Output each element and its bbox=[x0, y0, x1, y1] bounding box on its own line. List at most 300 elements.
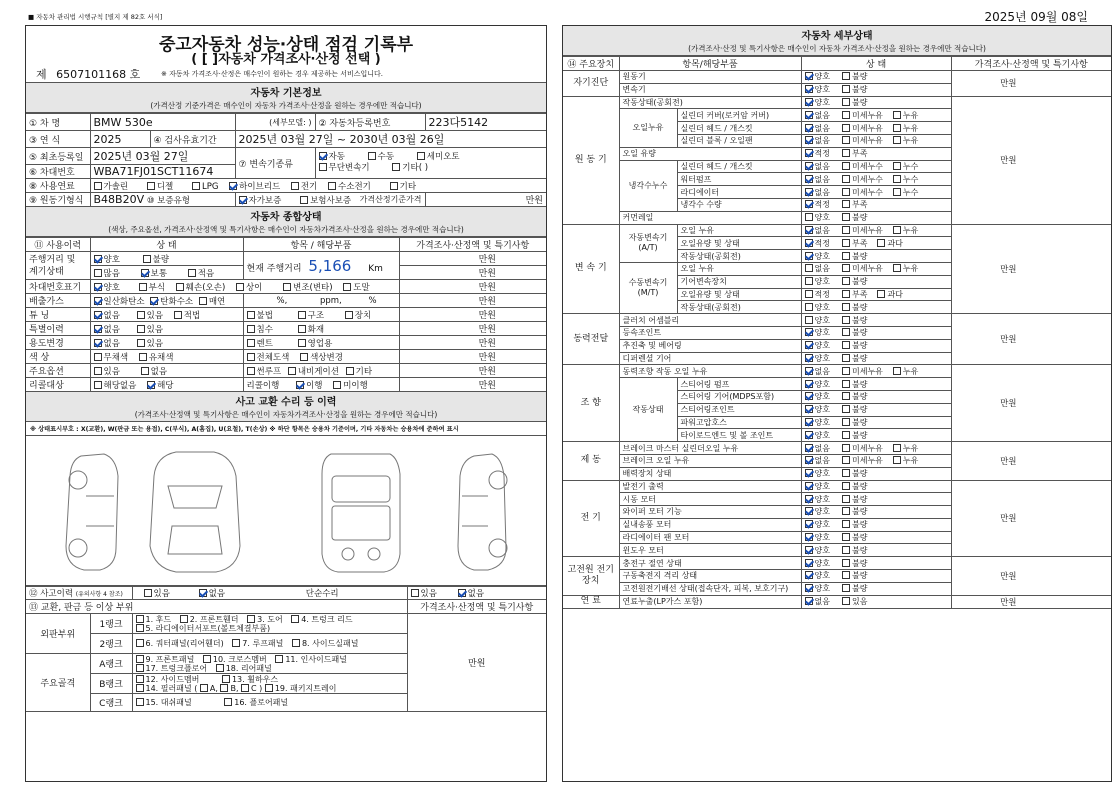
recall-applicable-label: 해당 bbox=[157, 380, 174, 391]
detail-state-checkbox[interactable] bbox=[842, 85, 850, 93]
detail-state-options bbox=[801, 122, 951, 135]
detail-state-checkbox[interactable] bbox=[842, 316, 850, 324]
rankA-trunk-floor-checkbox[interactable] bbox=[136, 664, 144, 672]
rankB-pillar-a-checkbox[interactable] bbox=[200, 684, 208, 692]
detail-state-checkbox[interactable] bbox=[842, 111, 850, 119]
simple-no-checkbox[interactable] bbox=[458, 589, 466, 597]
tuning-device-label: 장치 bbox=[354, 310, 372, 321]
usage-none-checkbox[interactable] bbox=[94, 339, 102, 347]
detail-state-option bbox=[805, 276, 830, 287]
detail-state-checkbox[interactable] bbox=[805, 482, 813, 490]
detail-state-option bbox=[842, 468, 867, 479]
detail-state-checkbox[interactable] bbox=[805, 597, 813, 605]
recall-price: 만원 bbox=[399, 378, 546, 392]
detail-state-options bbox=[801, 454, 951, 467]
trans-semi-checkbox[interactable] bbox=[417, 152, 425, 160]
warranty-options bbox=[235, 193, 425, 207]
detail-state-checkbox[interactable] bbox=[842, 277, 850, 285]
detail-state-checkbox[interactable] bbox=[805, 290, 813, 298]
detail-state-checkbox[interactable] bbox=[842, 533, 850, 541]
year-label: ③ 연 식 bbox=[26, 131, 90, 148]
plate-good-label: 양호 bbox=[103, 282, 120, 293]
detail-state-options bbox=[801, 109, 951, 122]
detail-state-option bbox=[805, 302, 830, 313]
detail-state-checkbox[interactable] bbox=[893, 175, 901, 183]
detail-item-label: 와이퍼 모터 기능 bbox=[619, 506, 801, 519]
detail-state-checkbox[interactable] bbox=[805, 200, 813, 208]
detail-state-label: 불량 bbox=[851, 469, 868, 479]
detail-item-label: 오일유량 및 상태 bbox=[677, 288, 801, 301]
detail-state-option bbox=[842, 110, 883, 121]
detail-state-label: 과다 bbox=[887, 238, 903, 248]
fuel-lpg-label: LPG bbox=[201, 181, 219, 192]
detail-state-checkbox[interactable] bbox=[842, 264, 850, 272]
simple-yes-label: 있음 bbox=[420, 589, 437, 599]
overall-title: 자동차 종합상태 bbox=[26, 207, 546, 224]
detail-state-checkbox[interactable] bbox=[805, 226, 813, 234]
detail-state-label: 불량 bbox=[851, 379, 868, 389]
special-price: 만원 bbox=[399, 322, 546, 336]
options-yes-label: 있음 bbox=[103, 366, 120, 377]
detail-state-options bbox=[801, 237, 951, 250]
detail-state-checkbox[interactable] bbox=[893, 162, 901, 170]
detail-state-checkbox[interactable] bbox=[842, 354, 850, 362]
warranty-insurance-label: 보험사보증 bbox=[310, 195, 352, 206]
detail-state-checkbox[interactable] bbox=[805, 520, 813, 528]
detail-state-checkbox[interactable] bbox=[877, 290, 885, 298]
tuning-none-checkbox[interactable] bbox=[94, 311, 102, 319]
rank2-quarter-checkbox[interactable] bbox=[136, 639, 144, 647]
detail-state-checkbox[interactable] bbox=[805, 239, 813, 247]
accident-title: 사고 교환 수리 등 이력 bbox=[26, 392, 546, 409]
detail-state-label: 미세누수 bbox=[851, 161, 883, 171]
detail-state-checkbox[interactable] bbox=[893, 226, 901, 234]
detail-price-unit: 만원 bbox=[1000, 156, 1017, 167]
detail-state-checkbox[interactable] bbox=[842, 328, 850, 336]
detail-state-options bbox=[801, 326, 951, 339]
detail-header bbox=[563, 26, 1111, 56]
plate-good-checkbox[interactable] bbox=[94, 283, 102, 291]
options-yes-checkbox[interactable] bbox=[94, 367, 102, 375]
rankB-wheel-house-checkbox[interactable] bbox=[222, 675, 230, 683]
detail-state-option bbox=[893, 225, 918, 236]
detail-state-checkbox[interactable] bbox=[805, 431, 813, 439]
plate-corrosion-checkbox[interactable] bbox=[139, 283, 147, 291]
tuning-legal-checkbox[interactable] bbox=[174, 311, 182, 319]
rank1-trunk-checkbox[interactable] bbox=[291, 615, 299, 623]
detail-state-label: 불량 bbox=[851, 213, 868, 223]
special-none-checkbox[interactable] bbox=[94, 325, 102, 333]
rank1-door-checkbox[interactable] bbox=[247, 615, 255, 623]
detail-state-checkbox[interactable] bbox=[842, 200, 850, 208]
detail-state-checkbox[interactable] bbox=[805, 98, 813, 106]
detail-state-options bbox=[801, 262, 951, 275]
detail-state-checkbox[interactable] bbox=[805, 85, 813, 93]
plate-smear-checkbox[interactable] bbox=[343, 283, 351, 291]
gas-smoke-checkbox[interactable] bbox=[199, 297, 207, 305]
detail-col-main: ⑭ 주요장치 bbox=[563, 57, 619, 71]
fuel-electric-checkbox[interactable] bbox=[291, 182, 299, 190]
detail-state-checkbox[interactable] bbox=[842, 341, 850, 349]
rankA-cross-member-checkbox[interactable] bbox=[203, 655, 211, 663]
detail-state-checkbox[interactable] bbox=[842, 367, 850, 375]
mileage-current-label: 현재 주행거리 bbox=[246, 263, 302, 274]
detail-state-checkbox[interactable] bbox=[805, 571, 813, 579]
trans-manual-label: 수동 bbox=[377, 152, 395, 162]
mileage-bad-checkbox[interactable] bbox=[143, 255, 151, 263]
recall-notdone-checkbox[interactable] bbox=[333, 381, 341, 389]
options-no-checkbox[interactable] bbox=[141, 367, 149, 375]
detail-state-checkbox[interactable] bbox=[842, 124, 850, 132]
detail-item-label: 작동상태(공회전) bbox=[619, 96, 801, 109]
detail-state-checkbox[interactable] bbox=[842, 495, 850, 503]
detail-state-checkbox[interactable] bbox=[842, 546, 850, 554]
rankA-inside-panel-checkbox[interactable] bbox=[275, 655, 283, 663]
detail-state-label: 불량 bbox=[851, 315, 868, 325]
gas-co-checkbox[interactable] bbox=[94, 297, 102, 305]
warranty-self-checkbox[interactable] bbox=[239, 196, 247, 204]
detail-item-label: 동력조향 작동 오일 누유 bbox=[619, 365, 801, 378]
detail-state-label: 불량 bbox=[851, 417, 868, 427]
detail-state-checkbox[interactable] bbox=[842, 303, 850, 311]
outer-panel-label: 외판부위 bbox=[26, 614, 90, 654]
detail-state-checkbox[interactable] bbox=[842, 72, 850, 80]
warranty-insurance-checkbox[interactable] bbox=[300, 196, 308, 204]
detail-state-label: 불량 bbox=[851, 341, 868, 351]
detail-state-option bbox=[842, 340, 867, 351]
detail-state-checkbox[interactable] bbox=[805, 213, 813, 221]
detail-state-option bbox=[842, 443, 883, 454]
fuel-lpg-checkbox[interactable] bbox=[192, 182, 200, 190]
detail-state-checkbox[interactable] bbox=[842, 98, 850, 106]
detail-state-option bbox=[842, 596, 867, 607]
detail-state-checkbox[interactable] bbox=[805, 111, 813, 119]
detail-state-checkbox[interactable] bbox=[805, 380, 813, 388]
accident-no-checkbox[interactable] bbox=[199, 589, 207, 597]
detail-state-option bbox=[842, 570, 867, 581]
detail-state-options bbox=[801, 288, 951, 301]
usage-business-label: 영업용 bbox=[307, 338, 333, 349]
detail-state-checkbox[interactable] bbox=[805, 354, 813, 362]
detail-state-checkbox[interactable] bbox=[805, 124, 813, 132]
detail-state-options bbox=[801, 301, 951, 314]
tuning-device-checkbox[interactable] bbox=[345, 311, 353, 319]
detail-state-checkbox[interactable] bbox=[842, 175, 850, 183]
detail-state-label: 불량 bbox=[851, 584, 868, 594]
detail-state-label: 없음 bbox=[814, 187, 830, 197]
rankA-rear-panel-checkbox[interactable] bbox=[216, 664, 224, 672]
detail-state-checkbox[interactable] bbox=[893, 264, 901, 272]
recall-applicable-checkbox[interactable] bbox=[147, 381, 155, 389]
plate-damage-checkbox[interactable] bbox=[176, 283, 184, 291]
detail-state-checkbox[interactable] bbox=[842, 405, 850, 413]
detail-state-label: 없음 bbox=[814, 123, 830, 133]
rankB-side-member-checkbox[interactable] bbox=[136, 675, 144, 683]
detail-state-checkbox[interactable] bbox=[805, 328, 813, 336]
exchange-price: 만원 bbox=[407, 614, 546, 712]
recall-na-checkbox[interactable] bbox=[94, 381, 102, 389]
car-outline-illustration bbox=[26, 436, 546, 586]
detail-state-checkbox[interactable] bbox=[842, 444, 850, 452]
mileage-good-checkbox[interactable] bbox=[94, 255, 102, 263]
detail-state-checkbox[interactable] bbox=[805, 136, 813, 144]
detail-state-checkbox[interactable] bbox=[805, 162, 813, 170]
plate-differ-label: 상이 bbox=[245, 282, 263, 293]
special-fire-checkbox[interactable] bbox=[298, 325, 306, 333]
detail-state-checkbox[interactable] bbox=[842, 290, 850, 298]
detail-state-option bbox=[842, 225, 883, 236]
form-subtitle: ( [ ]자동차 가격조사·산정 선택 ) bbox=[191, 52, 381, 67]
detail-state-checkbox[interactable] bbox=[842, 507, 850, 515]
usage-rent-checkbox[interactable] bbox=[247, 339, 255, 347]
options-other-checkbox[interactable] bbox=[346, 367, 354, 375]
detail-state-checkbox[interactable] bbox=[805, 72, 813, 80]
detail-state-label: 없음 bbox=[814, 456, 830, 466]
rankC-label: C랭크 bbox=[90, 694, 132, 712]
detail-state-options bbox=[801, 365, 951, 378]
detail-state-options bbox=[801, 403, 951, 416]
detail-state-checkbox[interactable] bbox=[842, 456, 850, 464]
detail-state-label: 불량 bbox=[851, 520, 868, 530]
rankC-floor-panel-checkbox[interactable] bbox=[224, 698, 232, 706]
detail-state-checkbox[interactable] bbox=[805, 367, 813, 375]
usage-business-checkbox[interactable] bbox=[298, 339, 306, 347]
detail-state-checkbox[interactable] bbox=[842, 213, 850, 221]
options-price: 만원 bbox=[399, 364, 546, 378]
detail-state-label: 양호 bbox=[814, 558, 830, 568]
detail-state-checkbox[interactable] bbox=[805, 149, 813, 157]
rankB-pillar-c-checkbox[interactable] bbox=[241, 684, 249, 692]
detail-item-label: 연료누출(LP가스 포함) bbox=[619, 595, 801, 608]
mileage-normal-checkbox[interactable] bbox=[141, 269, 149, 277]
fuel-other-checkbox[interactable] bbox=[390, 182, 398, 190]
fuel-diesel-checkbox[interactable] bbox=[147, 182, 155, 190]
detail-state-label: 불량 bbox=[851, 481, 868, 491]
detail-state-checkbox[interactable] bbox=[805, 559, 813, 567]
detail-state-checkbox[interactable] bbox=[842, 380, 850, 388]
detail-state-checkbox[interactable] bbox=[805, 456, 813, 464]
detail-state-checkbox[interactable] bbox=[805, 188, 813, 196]
mileage-high-checkbox[interactable] bbox=[94, 269, 102, 277]
rank1-radiator-checkbox[interactable] bbox=[136, 624, 144, 632]
detail-state-checkbox[interactable] bbox=[842, 162, 850, 170]
overall-col-parts: 항목 / 해당부품 bbox=[243, 238, 399, 252]
detail-state-option bbox=[805, 481, 830, 492]
detail-state-checkbox[interactable] bbox=[842, 584, 850, 592]
detail-state-checkbox[interactable] bbox=[805, 584, 813, 592]
rankA-front-panel-checkbox[interactable] bbox=[136, 655, 144, 663]
trans-manual-checkbox[interactable] bbox=[368, 152, 376, 160]
detail-state-checkbox[interactable] bbox=[842, 418, 850, 426]
detail-state-options bbox=[801, 173, 951, 186]
rankB-pillar-checkbox[interactable] bbox=[136, 684, 144, 692]
detail-state-option bbox=[842, 199, 867, 210]
detail-state-checkbox[interactable] bbox=[842, 392, 850, 400]
tuning-structure-label: 구조 bbox=[307, 310, 325, 321]
color-full-paint-checkbox[interactable] bbox=[247, 353, 255, 361]
detail-state-checkbox[interactable] bbox=[805, 418, 813, 426]
detail-state-checkbox[interactable] bbox=[805, 469, 813, 477]
detail-state-checkbox[interactable] bbox=[805, 392, 813, 400]
detail-state-option bbox=[805, 417, 830, 428]
detail-state-checkbox[interactable] bbox=[805, 316, 813, 324]
simple-yes-checkbox[interactable] bbox=[411, 589, 419, 597]
detail-subgroup-label: 작동상태 bbox=[619, 378, 677, 442]
detail-state-checkbox[interactable] bbox=[805, 264, 813, 272]
rank2-side-sill-checkbox[interactable] bbox=[292, 639, 300, 647]
recall-do-cell bbox=[243, 378, 399, 392]
usage-yes-checkbox[interactable] bbox=[137, 339, 145, 347]
detail-state-checkbox[interactable] bbox=[842, 136, 850, 144]
detail-state-option bbox=[893, 443, 918, 454]
tuning-illegal-checkbox[interactable] bbox=[247, 311, 255, 319]
detail-state-label: 양호 bbox=[814, 584, 830, 594]
detail-state-checkbox[interactable] bbox=[805, 533, 813, 541]
law-reference: ■ 자동차 관리법 시행규칙 [별지 제 82호 서식] bbox=[28, 13, 163, 21]
detail-state-checkbox[interactable] bbox=[842, 520, 850, 528]
detail-state-checkbox[interactable] bbox=[805, 507, 813, 515]
detail-state-checkbox[interactable] bbox=[842, 431, 850, 439]
mileage-price-1: 만원 bbox=[399, 252, 546, 266]
detail-state-label: 양호 bbox=[814, 520, 830, 530]
detail-state-checkbox[interactable] bbox=[842, 571, 850, 579]
detail-state-label: 누유 bbox=[902, 225, 919, 235]
usage-yes-label: 있음 bbox=[146, 338, 164, 349]
detail-state-checkbox[interactable] bbox=[893, 136, 901, 144]
detail-state-checkbox[interactable] bbox=[893, 367, 901, 375]
gas-hc-checkbox[interactable] bbox=[150, 297, 158, 305]
detail-title: 자동차 세부상태 bbox=[563, 26, 1111, 43]
trans-cvt-checkbox[interactable] bbox=[319, 163, 327, 171]
rank1-fender-checkbox[interactable] bbox=[180, 615, 188, 623]
detail-state-label: 없음 bbox=[814, 225, 830, 235]
detail-state-checkbox[interactable] bbox=[893, 124, 901, 132]
color-achromatic-checkbox[interactable] bbox=[94, 353, 102, 361]
detail-state-option bbox=[805, 596, 830, 607]
detail-state-checkbox[interactable] bbox=[805, 341, 813, 349]
detail-state-option bbox=[805, 84, 830, 95]
fuel-hydrogen-checkbox[interactable] bbox=[328, 182, 336, 190]
rank1-hood-checkbox[interactable] bbox=[136, 615, 144, 623]
color-change-checkbox[interactable] bbox=[300, 353, 308, 361]
accident-yes-checkbox[interactable] bbox=[144, 589, 152, 597]
accident-header bbox=[26, 392, 546, 422]
plate-differ-checkbox[interactable] bbox=[236, 283, 244, 291]
detail-state-label: 양호 bbox=[814, 430, 830, 440]
gas-price: 만원 bbox=[399, 294, 546, 308]
tuning-yes-checkbox[interactable] bbox=[137, 311, 145, 319]
rank1-radiator-label: 5. 라디에이터서포트(볼트체결부품) bbox=[145, 623, 271, 633]
detail-state-option bbox=[893, 123, 918, 134]
plate-altered-checkbox[interactable] bbox=[283, 283, 291, 291]
detail-state-checkbox[interactable] bbox=[805, 444, 813, 452]
detail-state-label: 부족 bbox=[851, 200, 868, 210]
detail-state-checkbox[interactable] bbox=[893, 111, 901, 119]
detail-state-checkbox[interactable] bbox=[842, 239, 850, 247]
rankB-package-tray-checkbox[interactable] bbox=[265, 684, 273, 692]
detail-state-checkbox[interactable] bbox=[805, 303, 813, 311]
detail-state-checkbox[interactable] bbox=[842, 559, 850, 567]
detail-item-label: 워터펌프 bbox=[677, 173, 801, 186]
special-yes-checkbox[interactable] bbox=[137, 325, 145, 333]
detail-state-option bbox=[842, 532, 867, 543]
detail-state-checkbox[interactable] bbox=[842, 252, 850, 260]
detail-state-label: 양호 bbox=[814, 315, 830, 325]
detail-state-option bbox=[842, 366, 883, 377]
basic-info-table bbox=[26, 113, 546, 207]
trans-other-checkbox[interactable] bbox=[392, 163, 400, 171]
options-label: 주요옵션 bbox=[26, 364, 90, 378]
options-navi-checkbox[interactable] bbox=[288, 367, 296, 375]
car-name-value: BMW 530e bbox=[90, 114, 235, 131]
detail-state-label: 누유 bbox=[902, 443, 919, 453]
rankB-pillar-c-label: C ) bbox=[251, 683, 263, 693]
rankC-dash-panel-checkbox[interactable] bbox=[136, 698, 144, 706]
detail-state-checkbox[interactable] bbox=[805, 546, 813, 554]
rankC-items bbox=[132, 694, 407, 712]
options-sunroof-checkbox[interactable] bbox=[247, 367, 255, 375]
overall-header bbox=[26, 207, 546, 237]
tuning-structure-checkbox[interactable] bbox=[298, 311, 306, 319]
fuel-hybrid-checkbox[interactable] bbox=[229, 182, 237, 190]
usage-label: 용도변경 bbox=[26, 336, 90, 350]
detail-state-option bbox=[805, 455, 830, 466]
detail-state-checkbox[interactable] bbox=[805, 495, 813, 503]
color-chromatic-checkbox[interactable] bbox=[139, 353, 147, 361]
detail-state-label: 누수 bbox=[902, 174, 919, 184]
trans-auto-checkbox[interactable] bbox=[319, 152, 327, 160]
detail-state-option bbox=[842, 430, 867, 441]
detail-state-option bbox=[842, 161, 883, 172]
overall-subtitle: (색상, 주요옵션, 가격조사·산정액 및 특기사항은 매수인이 자동차가격조사·산정을 원하는 경우에만 적습니다) bbox=[26, 224, 546, 236]
special-options-2 bbox=[243, 322, 399, 336]
detail-state-label: 양호 bbox=[814, 481, 830, 491]
detail-state-checkbox[interactable] bbox=[893, 456, 901, 464]
detail-state-checkbox[interactable] bbox=[805, 175, 813, 183]
detail-state-checkbox[interactable] bbox=[842, 226, 850, 234]
detail-state-option bbox=[805, 353, 830, 364]
fuel-gasoline-checkbox[interactable] bbox=[94, 182, 102, 190]
detail-state-checkbox[interactable] bbox=[842, 597, 850, 605]
detail-state-checkbox[interactable] bbox=[805, 405, 813, 413]
detail-state-checkbox[interactable] bbox=[893, 444, 901, 452]
detail-state-option bbox=[842, 251, 867, 262]
detail-state-checkbox[interactable] bbox=[805, 277, 813, 285]
special-flood-checkbox[interactable] bbox=[247, 325, 255, 333]
detail-item-label: 브레이크 마스터 실린더오일 누유 bbox=[619, 442, 801, 455]
rank2-roof-checkbox[interactable] bbox=[232, 639, 240, 647]
detail-state-label: 적정 bbox=[814, 238, 830, 248]
detail-item-label: 실내송풍 모터 bbox=[619, 518, 801, 531]
mileage-bad-label: 불량 bbox=[152, 254, 170, 265]
detail-state-label: 미세누유 bbox=[851, 123, 883, 133]
detail-state-checkbox[interactable] bbox=[805, 252, 813, 260]
detail-state-label: 부족 bbox=[851, 149, 868, 159]
detail-state-checkbox[interactable] bbox=[842, 149, 850, 157]
detail-state-checkbox[interactable] bbox=[842, 469, 850, 477]
detail-group-label: 자기진단 bbox=[563, 71, 619, 97]
mileage-low-checkbox[interactable] bbox=[188, 269, 196, 277]
detail-state-checkbox[interactable] bbox=[877, 239, 885, 247]
detail-state-checkbox[interactable] bbox=[842, 188, 850, 196]
detail-state-checkbox[interactable] bbox=[893, 188, 901, 196]
detail-state-label: 없음 bbox=[814, 597, 830, 607]
detail-state-checkbox[interactable] bbox=[842, 482, 850, 490]
detail-row bbox=[563, 224, 1111, 237]
recall-done-checkbox[interactable] bbox=[296, 381, 304, 389]
rank2-items bbox=[132, 634, 407, 654]
rankB-pillar-b-checkbox[interactable] bbox=[220, 684, 228, 692]
